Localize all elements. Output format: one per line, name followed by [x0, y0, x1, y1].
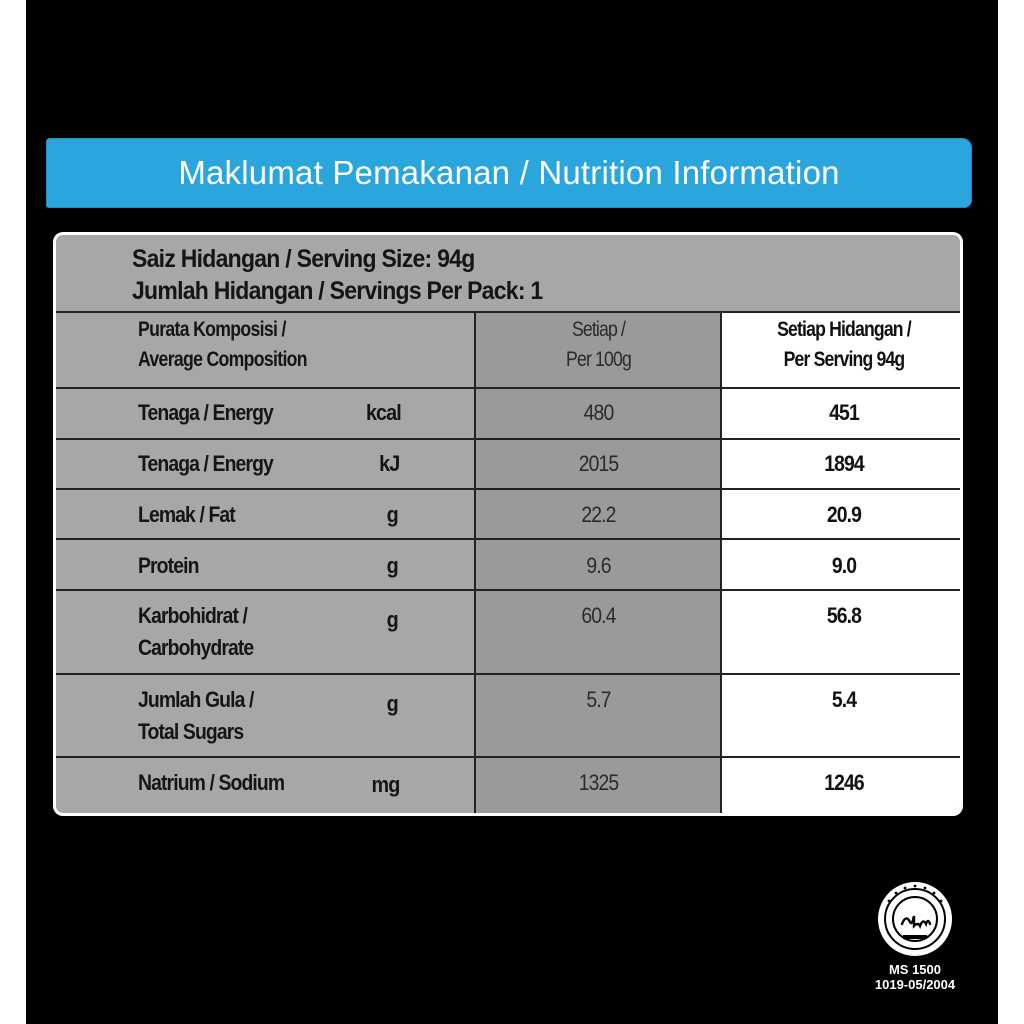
row-per-serving: 20.9: [826, 502, 862, 527]
ms-code: 1019-05/2004: [874, 977, 956, 992]
row-unit: mg: [371, 772, 400, 797]
row-label: Tenaga / Energy: [138, 451, 273, 476]
row-per-serving: 451: [829, 400, 859, 425]
row-label: Karbohidrat /: [138, 603, 248, 628]
column-divider: [720, 311, 722, 813]
header-per100: Setiap /: [571, 318, 626, 341]
divider: [56, 756, 960, 758]
row-label: Carbohydrate: [138, 635, 254, 660]
nutrition-table-body: [56, 235, 960, 813]
header-per-serving: Per Serving 94g: [783, 348, 905, 371]
nutrition-banner: [46, 138, 972, 208]
row-per-serving: 5.4: [831, 687, 857, 712]
divider: [56, 589, 960, 591]
row-label: Tenaga / Energy: [138, 400, 273, 425]
header-per100: Per 100g: [566, 348, 631, 371]
row-per100: 1325: [578, 770, 619, 795]
nutrition-table: [53, 232, 963, 816]
servings-per-pack: Jumlah Hidangan / Servings Per Pack: 1: [132, 277, 543, 305]
row-unit: g: [386, 691, 398, 716]
divider: [56, 488, 960, 490]
row-per-serving: 9.0: [831, 553, 857, 578]
serving-size: Saiz Hidangan / Serving Size: 94g: [132, 245, 475, 273]
row-per100: 480: [583, 400, 614, 425]
column-divider: [474, 311, 476, 813]
row-per100: 22.2: [581, 502, 616, 527]
row-per100: 2015: [578, 451, 619, 476]
banner-title: Maklumat Pemakanan / Nutrition Information: [178, 154, 840, 191]
divider: [56, 311, 960, 313]
row-label: Protein: [138, 553, 199, 578]
header-composition: Average Composition: [138, 348, 307, 371]
ms-standard: MS 1500: [888, 962, 942, 977]
row-label: Natrium / Sodium: [138, 770, 285, 795]
divider: [56, 673, 960, 675]
row-unit: kJ: [379, 451, 400, 476]
row-per-serving: 56.8: [826, 603, 862, 628]
header-composition: Purata Komposisi /: [138, 318, 286, 341]
row-per100: 60.4: [581, 603, 616, 628]
divider: [56, 387, 960, 389]
row-unit: g: [386, 607, 398, 632]
halal-logo-icon: [876, 880, 954, 958]
row-per-serving: 1894: [824, 451, 864, 476]
row-label: Jumlah Gula /: [138, 687, 254, 712]
row-per100: 9.6: [586, 553, 611, 578]
row-label: Lemak / Fat: [138, 502, 235, 527]
row-unit: kcal: [365, 400, 401, 425]
row-per100: 5.7: [586, 687, 611, 712]
divider: [56, 538, 960, 540]
row-per-serving: 1246: [824, 770, 864, 795]
row-label: Total Sugars: [138, 719, 244, 744]
divider: [56, 438, 960, 440]
row-unit: g: [386, 502, 398, 527]
header-per-serving: Setiap Hidangan /: [777, 318, 911, 341]
row-unit: g: [386, 553, 398, 578]
